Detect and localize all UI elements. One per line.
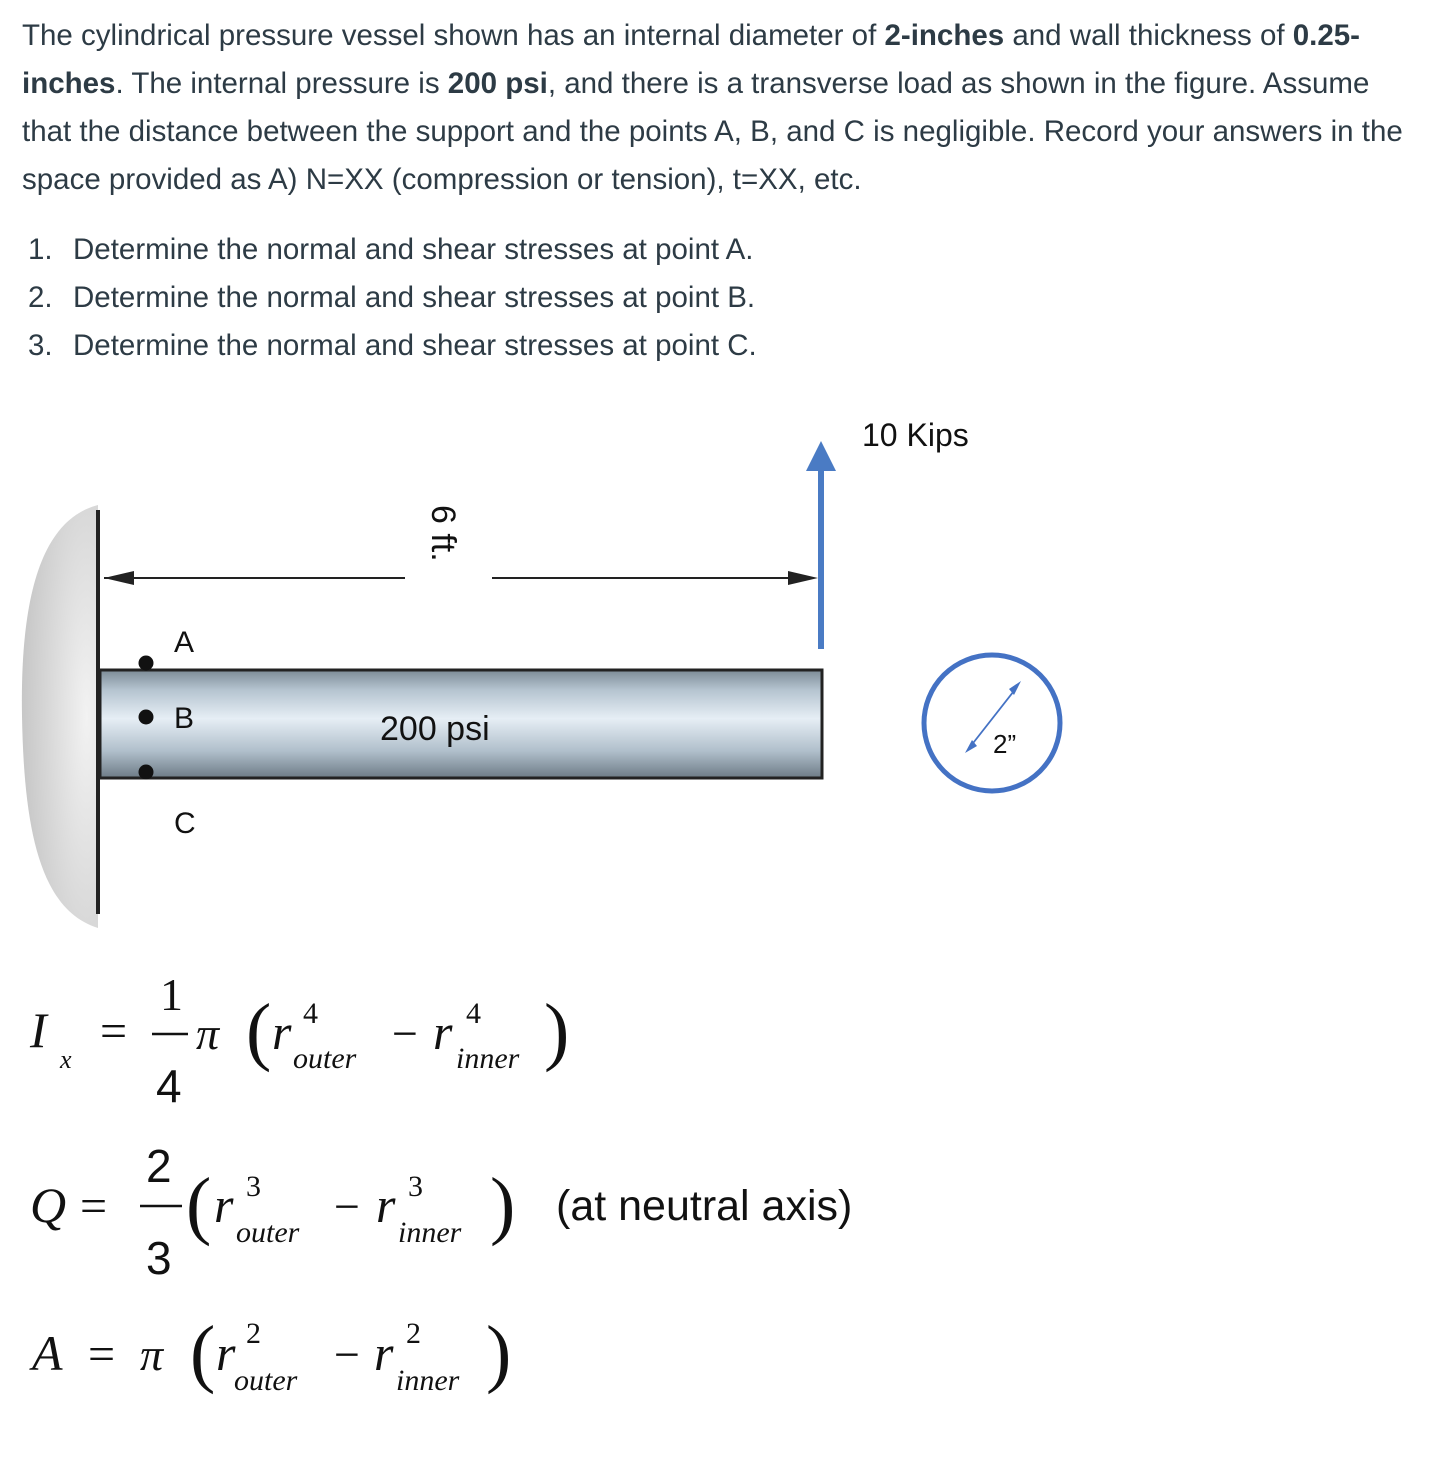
q-exp-inner: 3 <box>408 1170 423 1203</box>
a-equals: = <box>88 1328 116 1381</box>
q-minus: − <box>334 1181 360 1232</box>
a-r-inner: r <box>374 1325 394 1381</box>
ix-r-outer: r <box>272 1004 292 1060</box>
ix-symbol: I <box>30 1002 47 1058</box>
statement-text-4: , and there is a transverse load as shown in the figure. Assume that the distance between the support and the points A, B, and C is negligible. Record your answers in the space provided as A) N=XX (compression or tension), t=XX, etc. <box>22 67 1403 196</box>
q-close-paren: ) <box>490 1163 516 1247</box>
neutral-axis-note: (at neutral axis) <box>556 1182 853 1230</box>
statement-text-3: . The internal pressure is <box>115 67 448 100</box>
length-label: 6 ft. <box>424 505 462 562</box>
ix-subscript: x <box>60 1045 72 1074</box>
point-c-label: C <box>174 807 196 840</box>
formula-area <box>29 1311 511 1397</box>
point-a-marker <box>139 656 154 671</box>
q-numerator: 2 <box>146 1140 172 1192</box>
cross-section-circle <box>924 655 1060 791</box>
a-inner-sub: inner <box>396 1364 460 1397</box>
ix-pi: π <box>196 1008 220 1059</box>
load-arrow <box>806 441 836 649</box>
a-symbol: A <box>32 1325 63 1381</box>
question-text: Determine the normal and shear stresses at point A. <box>73 233 754 266</box>
question-text: Determine the normal and shear stresses at point B. <box>73 281 756 314</box>
statement-text-1: The cylindrical pressure vessel shown has an internal diameter of <box>22 19 885 52</box>
ix-exp-inner: 4 <box>466 997 481 1030</box>
a-minus: − <box>334 1329 360 1380</box>
question-number: 2. <box>28 281 53 314</box>
ix-outer-sub: outer <box>293 1042 357 1075</box>
ix-inner-sub: inner <box>456 1042 520 1075</box>
q-r-outer: r <box>214 1177 234 1233</box>
q-open-paren: ( <box>186 1163 212 1247</box>
q-outer-sub: outer <box>236 1216 300 1249</box>
statement-text-2: and wall thickness of <box>1004 19 1293 52</box>
formula-ix <box>29 969 569 1112</box>
point-a-label: A <box>174 626 195 659</box>
load-label: 10 Kips <box>862 417 969 453</box>
pressure-value: 200 psi <box>447 67 548 100</box>
pressure-label: 200 psi <box>380 710 490 748</box>
a-exp-inner: 2 <box>406 1317 421 1350</box>
question-number: 3. <box>28 329 53 362</box>
a-close-paren: ) <box>486 1311 512 1395</box>
q-symbol: Q <box>30 1177 67 1233</box>
point-b-marker <box>139 710 154 725</box>
diameter-value: 2-inches <box>884 19 1005 52</box>
ix-denominator: 4 <box>156 1060 182 1112</box>
ix-r-inner: r <box>433 1004 453 1060</box>
ix-equals: = <box>100 1005 128 1058</box>
point-c-marker <box>139 765 154 780</box>
q-equals: = <box>80 1180 108 1233</box>
dimension-line <box>104 571 818 585</box>
a-outer-sub: outer <box>234 1364 298 1397</box>
support-wall <box>22 505 98 928</box>
ix-minus: − <box>392 1008 418 1059</box>
ix-open-paren: ( <box>246 989 272 1073</box>
formula-q <box>30 1140 515 1284</box>
q-r-inner: r <box>376 1177 396 1233</box>
point-b-label: B <box>174 702 195 735</box>
ix-exp-outer: 4 <box>303 997 318 1030</box>
question-text: Determine the normal and shear stresses at point C. <box>73 329 757 362</box>
q-denominator: 3 <box>146 1232 172 1284</box>
ix-close-paren: ) <box>544 989 570 1073</box>
q-inner-sub: inner <box>398 1216 462 1249</box>
a-open-paren: ( <box>190 1311 216 1395</box>
question-number: 1. <box>28 233 53 266</box>
a-r-outer: r <box>216 1325 236 1381</box>
a-exp-outer: 2 <box>246 1317 261 1350</box>
ix-numerator: 1 <box>160 969 183 1020</box>
q-exp-outer: 3 <box>246 1170 261 1203</box>
a-pi: π <box>140 1329 164 1380</box>
diameter-label: 2” <box>993 729 1017 759</box>
thickness-value: 0.25-inches <box>22 19 1361 100</box>
